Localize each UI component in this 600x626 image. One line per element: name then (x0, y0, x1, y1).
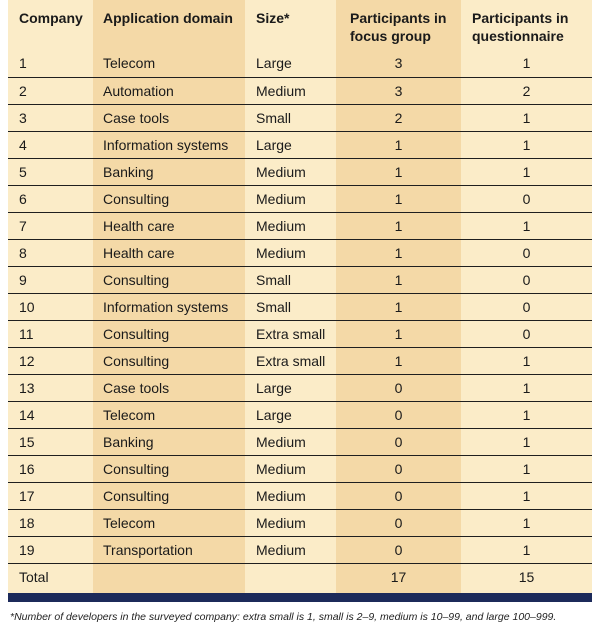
cell-questionnaire: 0 (461, 320, 592, 347)
cell-application-domain: Automation (93, 77, 245, 104)
cell-questionnaire: 0 (461, 185, 592, 212)
cell-company: 13 (8, 374, 93, 401)
table-row (8, 50, 592, 77)
cell-focus-group: 1 (336, 266, 461, 293)
cell-questionnaire: 1 (461, 536, 592, 563)
cell-focus-group: 1 (336, 320, 461, 347)
cell-focus-group: 0 (336, 482, 461, 509)
table-row (8, 536, 592, 563)
cell-size: Medium (245, 428, 336, 455)
cell-application-domain: Banking (93, 158, 245, 185)
cell-questionnaire: 0 (461, 239, 592, 266)
cell-questionnaire: 1 (461, 131, 592, 158)
cell-size: Large (245, 401, 336, 428)
table-row (8, 401, 592, 428)
cell-size: Extra small (245, 320, 336, 347)
cell-application-domain: Consulting (93, 455, 245, 482)
cell-focus-group: 1 (336, 131, 461, 158)
table-row (8, 185, 592, 212)
cell-company: 4 (8, 131, 93, 158)
cell-size: Small (245, 104, 336, 131)
cell-size: Large (245, 374, 336, 401)
table-row (8, 239, 592, 266)
cell-size: Medium (245, 536, 336, 563)
cell-company: 12 (8, 347, 93, 374)
cell-size: Large (245, 50, 336, 77)
table-footnote: *Number of developers in the surveyed company: extra small is 1, small is 2–9, medium is 10–99, and large 100–999. (10, 611, 557, 623)
table-row (8, 77, 592, 104)
bottom-rule (8, 593, 592, 602)
cell-size: Large (245, 131, 336, 158)
cell-company: 17 (8, 482, 93, 509)
table-row (8, 293, 592, 320)
cell-company: 7 (8, 212, 93, 239)
cell-company: 16 (8, 455, 93, 482)
cell-focus-group: 17 (336, 563, 461, 598)
cell-focus-group: 0 (336, 455, 461, 482)
table-row (8, 509, 592, 536)
cell-questionnaire: 1 (461, 428, 592, 455)
table-row (8, 104, 592, 131)
table-row (8, 347, 592, 374)
cell-focus-group: 0 (336, 428, 461, 455)
cell-focus-group: 2 (336, 104, 461, 131)
cell-application-domain: Consulting (93, 482, 245, 509)
cell-company: 5 (8, 158, 93, 185)
cell-application-domain: Case tools (93, 374, 245, 401)
cell-company: 15 (8, 428, 93, 455)
table-row (8, 158, 592, 185)
cell-application-domain: Case tools (93, 104, 245, 131)
cell-questionnaire: 15 (518, 568, 535, 585)
cell-size: Medium (245, 185, 336, 212)
table-row (8, 266, 592, 293)
cell-focus-group: 1 (336, 347, 461, 374)
table-row (8, 428, 592, 455)
cell-focus-group: 0 (336, 536, 461, 563)
cell-company: 18 (8, 509, 93, 536)
cell-size: Medium (245, 212, 336, 239)
cell-questionnaire: 0 (461, 293, 592, 320)
cell-application-domain: Health care (93, 212, 245, 239)
cell-application-domain: Information systems (93, 131, 245, 158)
cell-questionnaire: 1 (461, 104, 592, 131)
table-row (8, 482, 592, 509)
cell-company: 14 (8, 401, 93, 428)
cell-size: Extra small (245, 347, 336, 374)
cell-size: Small (245, 266, 336, 293)
cell-focus-group: 0 (336, 401, 461, 428)
table-row (8, 320, 592, 347)
cell-questionnaire: 1 (461, 455, 592, 482)
cell-focus-group: 0 (336, 509, 461, 536)
cell-application-domain: Telecom (93, 50, 245, 77)
table-row (8, 131, 592, 158)
cell-questionnaire: 1 (461, 374, 592, 401)
cell-focus-group: 1 (336, 293, 461, 320)
header-company: Company (19, 10, 83, 26)
cell-questionnaire: 1 (461, 158, 592, 185)
cell-company: 8 (8, 239, 93, 266)
table-row (8, 212, 592, 239)
table-body (8, 50, 592, 598)
participants-table (8, 0, 592, 598)
cell-application-domain: Consulting (93, 320, 245, 347)
cell-application-domain: Transportation (93, 536, 245, 563)
table-row (8, 455, 592, 482)
cell-company: 6 (8, 185, 93, 212)
cell-questionnaire: 1 (461, 347, 592, 374)
header-row (8, 0, 592, 50)
cell-application-domain: Consulting (93, 266, 245, 293)
cell-company: 1 (8, 50, 93, 77)
cell-focus-group: 1 (336, 239, 461, 266)
cell-questionnaire: 1 (461, 509, 592, 536)
cell-company: 11 (8, 320, 93, 347)
cell-questionnaire: 1 (461, 212, 592, 239)
cell-questionnaire: 1 (461, 482, 592, 509)
cell-application-domain: Banking (93, 428, 245, 455)
cell-company: 2 (8, 77, 93, 104)
cell-focus-group: 1 (336, 158, 461, 185)
table-row (8, 374, 592, 401)
cell-size: Medium (245, 158, 336, 185)
cell-company: Total (19, 568, 49, 585)
cell-application-domain: Consulting (93, 347, 245, 374)
cell-size: Medium (245, 509, 336, 536)
header-application-domain: Application domain (93, 0, 245, 50)
cell-size: Small (245, 293, 336, 320)
cell-focus-group: 0 (336, 374, 461, 401)
cell-size: Medium (245, 482, 336, 509)
header-questionnaire: Participants in questionnaire (472, 10, 569, 44)
cell-questionnaire: 2 (461, 77, 592, 104)
cell-application-domain: Information systems (93, 293, 245, 320)
cell-focus-group: 3 (336, 50, 461, 77)
header-focus-group: Participants in focus group (336, 0, 461, 50)
cell-questionnaire: 1 (461, 50, 592, 77)
cell-company: 10 (8, 293, 93, 320)
cell-focus-group: 1 (336, 212, 461, 239)
cell-focus-group: 3 (336, 77, 461, 104)
cell-application-domain: Consulting (93, 185, 245, 212)
cell-size: Medium (245, 455, 336, 482)
cell-company: 9 (8, 266, 93, 293)
cell-application-domain: Telecom (93, 401, 245, 428)
cell-questionnaire: 0 (461, 266, 592, 293)
cell-application-domain: Telecom (93, 509, 245, 536)
cell-company: 19 (8, 536, 93, 563)
cell-size: Medium (245, 77, 336, 104)
header-size: Size* (256, 10, 290, 26)
cell-application-domain: Health care (93, 239, 245, 266)
cell-questionnaire: 1 (461, 401, 592, 428)
cell-company: 3 (8, 104, 93, 131)
cell-focus-group: 1 (336, 185, 461, 212)
cell-size: Medium (245, 239, 336, 266)
